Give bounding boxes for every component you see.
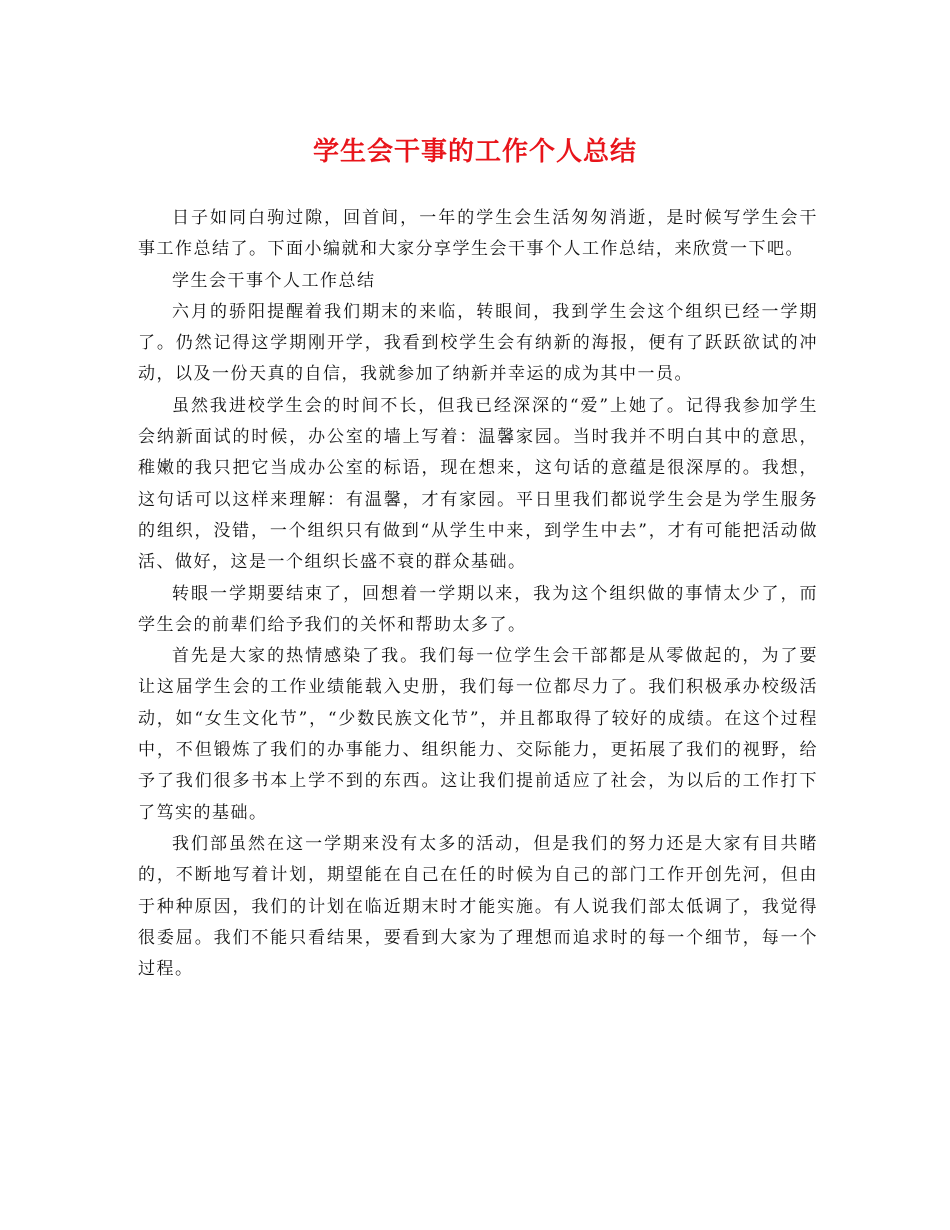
paragraph: 虽然我进校学生会的时间不长，但我已经深深的“爱”上她了。记得我参加学生会纳新面试的时候，办公室的墙上写着：温馨家园。当时我并不明白其中的意思，稚嫩的我只把它当成办公室的标语，现在想来，这句话的意蕴是很深厚的。我想，这句话可以这样来理解：有温馨，才有家园。平日里我们都说学生会是为学生服务的组织，没错，一个组织只有做到“从学生中来，到学生中去”，才有可能把活动做活、做好，这是一个组织长盛不衰的群众基础。 — [138, 395, 818, 573]
paragraph-intro: 日子如同白驹过隙，回首间，一年的学生会生活匆匆消逝，是时候写学生会干事工作总结了。下面小编就和大家分享学生会干事个人工作总结，来欣赏一下吧。 — [138, 208, 818, 260]
document-body — [138, 203, 818, 985]
paragraph: 六月的骄阳提醒着我们期末的来临，转眼间，我到学生会这个组织已经一学期了。仍然记得这学期刚开学，我看到校学生会有纳新的海报，便有了跃跃欲试的冲动，以及一份天真的自信，我就参加了纳新并幸运的成为其中一员。 — [138, 301, 818, 385]
paragraph: 转眼一学期要结束了，回想着一学期以来，我为这个组织做的事情太少了，而学生会的前辈们给予我们的关怀和帮助太多了。 — [138, 583, 818, 635]
paragraph: 我们部虽然在这一学期来没有太多的活动，但是我们的努力还是大家有目共睹的，不断地写着计划，期望能在自己在任的时候为自己的部门工作开创先河，但由于种种原因，我们的计划在临近期末时才能实施。有人说我们部太低调了，我觉得很委屈。我们不能只看结果，要看到大家为了理想而追求时的每一个细节，每一个过程。 — [138, 833, 818, 980]
paragraph: 首先是大家的热情感染了我。我们每一位学生会干部都是从零做起的，为了要让这届学生会的工作业绩能载入史册，我们每一位都尽力了。我们积极承办校级活动，如“女生文化节”，“少数民族文化节”，并且都取得了较好的成绩。在这个过程中，不但锻炼了我们的办事能力、组织能力、交际能力，更拓展了我们的视野，给予了我们很多书本上学不到的东西。这让我们提前适应了社会，为以后的工作打下了笃实的基础。 — [138, 646, 818, 823]
paragraph-subtitle: 学生会干事个人工作总结 — [172, 270, 376, 291]
document-title: 学生会干事的工作个人总结 — [312, 137, 637, 167]
